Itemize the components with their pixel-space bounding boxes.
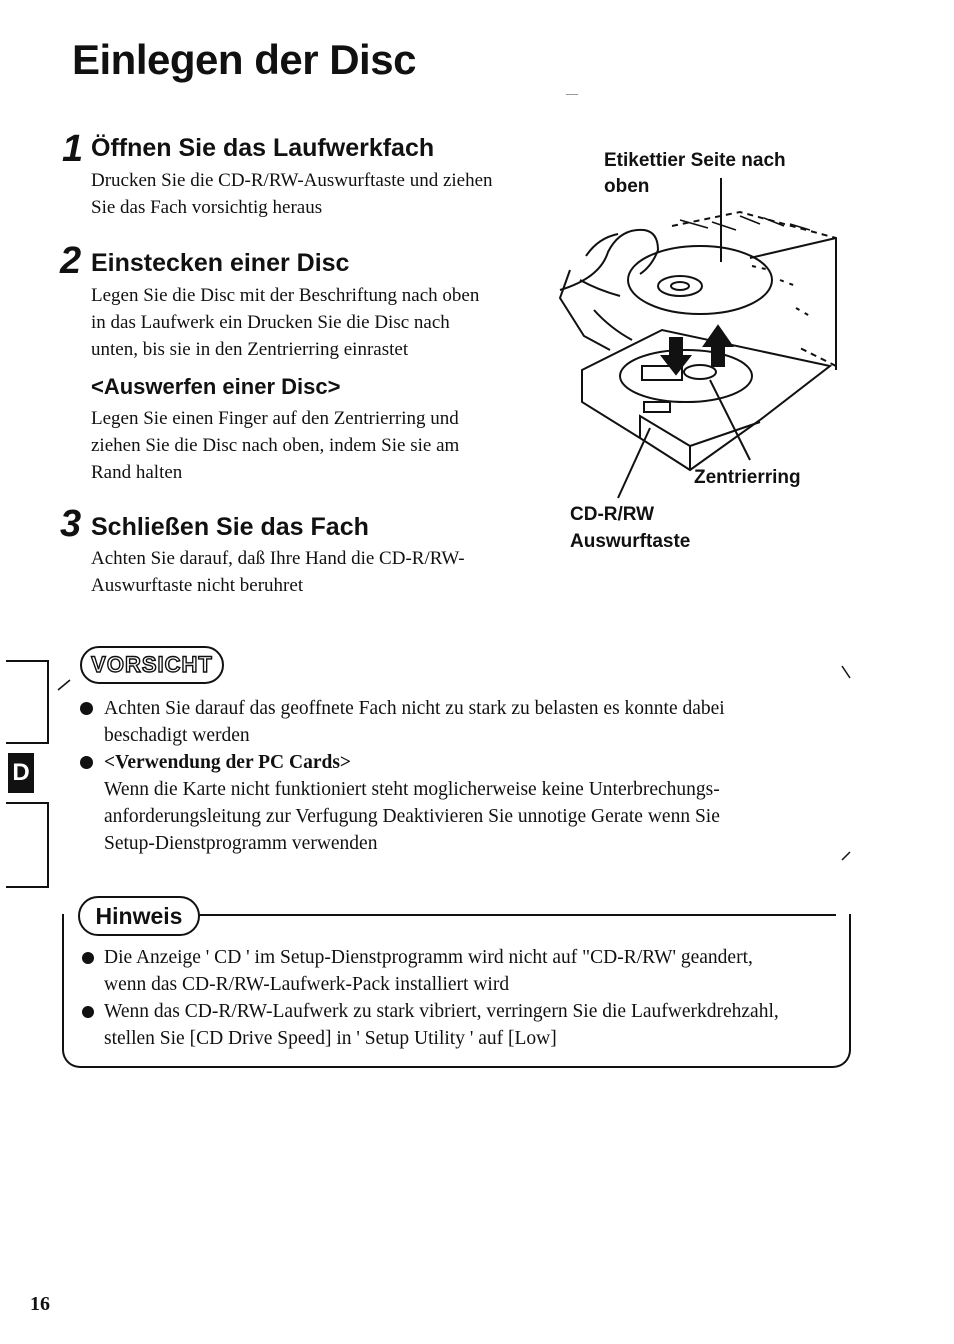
label-centering-ring: Zentrierring — [694, 467, 801, 488]
caution-line: Setup-Dienstprogramm verwenden — [104, 833, 378, 854]
step-3-heading: Schließen Sie das Fach — [91, 513, 369, 541]
label-eject-button — [570, 501, 770, 555]
caution-bullet-1 — [80, 702, 93, 715]
note-bullet-2 — [82, 1006, 94, 1018]
note-item-1 — [104, 944, 844, 998]
label-line: Auswurftaste — [570, 531, 691, 552]
label-line: oben — [604, 176, 650, 197]
eject-text — [91, 405, 543, 486]
caution-item-2 — [104, 749, 844, 857]
caution-badge-label: VORSICHT — [91, 652, 213, 677]
step-3-number: 3 — [60, 503, 82, 545]
label-line: CD-R/RW — [570, 504, 655, 525]
step-2-heading: Einstecken einer Disc — [91, 249, 350, 277]
step-2-line: Legen Sie die Disc mit der Beschriftung nach oben — [91, 285, 480, 306]
note-bullet-1 — [82, 952, 94, 964]
note-line: Die Anzeige ' CD ' im Setup-Dienstprogramm wird nicht auf "CD-R/RW' geandert, — [104, 947, 753, 968]
page-title: Einlegen der Disc — [72, 36, 416, 83]
caution-line: anforderungsleitung zur Verfugung Deaktivieren Sie unnotige Gerate wenn Sie — [104, 806, 720, 827]
eject-subheading: <Auswerfen einer Disc> — [91, 374, 341, 399]
caution-item-1 — [104, 695, 844, 749]
step-2-text — [91, 282, 543, 363]
note-top-rule — [196, 914, 836, 916]
step-2-line: unten, bis sie in den Zentrierring einrastet — [91, 339, 409, 360]
step-1-line: Sie das Fach vorsichtig heraus — [91, 197, 323, 218]
step-3-line: Auswurftaste nicht beruhret — [91, 575, 304, 596]
title-dash — [566, 94, 578, 95]
eject-line: Rand halten — [91, 462, 183, 483]
step-2-number: 2 — [60, 240, 82, 282]
pc-cards-heading: <Verwendung der PC Cards> — [104, 752, 352, 773]
note-line: Wenn das CD-R/RW-Laufwerk zu stark vibriert, verringern Sie die Laufwerkdrehzahl, — [104, 1001, 779, 1022]
caution-badge — [80, 646, 224, 684]
eject-line: ziehen Sie die Disc nach oben, indem Sie sie am — [91, 435, 460, 456]
caution-line: Wenn die Karte nicht funktioniert steht moglicherweise keine Unterbrechungs- — [104, 779, 720, 800]
step-3-text — [91, 545, 543, 599]
note-item-2 — [104, 998, 844, 1052]
step-1-number: 1 — [62, 128, 84, 170]
note-badge-label: Hinweis — [95, 902, 183, 929]
note-line: wenn das CD-R/RW-Laufwerk-Pack installiert wird — [104, 974, 510, 995]
step-1-text — [91, 167, 543, 221]
step-3-line: Achten Sie darauf, daß Ihre Hand die CD-R/RW- — [91, 548, 465, 569]
step-1-line: Drucken Sie die CD-R/RW-Auswurftaste und ziehen — [91, 170, 493, 191]
note-line: stellen Sie [CD Drive Speed] in ' Setup Utility ' auf [Low] — [104, 1028, 557, 1049]
cd-drive-illustration — [540, 170, 850, 500]
section-tab-d: D — [8, 753, 34, 793]
label-line: Etikettier Seite nach — [604, 150, 786, 171]
caution-line: Achten Sie darauf das geoffnete Fach nicht zu stark zu belasten es konnte dabei — [104, 698, 725, 719]
caution-bullet-2 — [80, 756, 93, 769]
note-badge — [78, 896, 200, 936]
step-2-line: in das Laufwerk ein Drucken Sie die Disc nach — [91, 312, 450, 333]
step-1-heading: Öffnen Sie das Laufwerkfach — [91, 134, 435, 162]
caution-line: beschadigt werden — [104, 725, 250, 746]
eject-line: Legen Sie einen Finger auf den Zentrierring und — [91, 408, 459, 429]
page-number: 16 — [30, 1293, 50, 1315]
